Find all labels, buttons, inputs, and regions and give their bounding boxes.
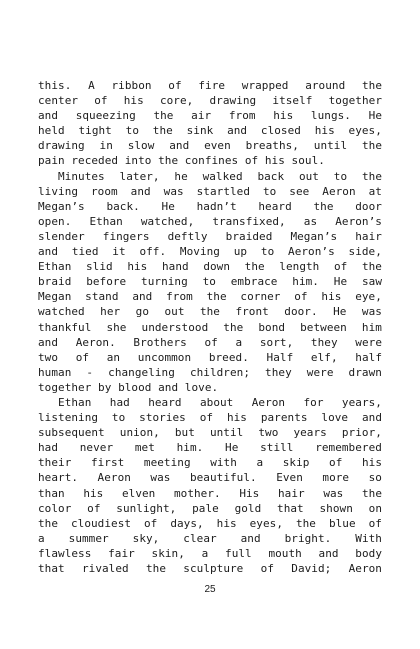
text-line: pain receded into the confines of his soul. bbox=[38, 154, 325, 168]
text-line: and squeezing the air from his lungs. He bbox=[38, 109, 382, 123]
text-line: than his elven mother. His hair was the bbox=[38, 486, 382, 500]
text-line: that rivaled the sculpture of David; Aeron bbox=[38, 562, 382, 575]
text-line: living room and was startled to see Aeron at bbox=[38, 184, 382, 198]
text-line: and Aeron. Brothers of a sort, they were bbox=[38, 335, 382, 349]
page-number: 25 bbox=[204, 584, 216, 595]
text-line: Ethan had heard about Aeron for years, bbox=[38, 395, 382, 409]
text-line: drawing in slow and even breaths, until the bbox=[38, 139, 382, 153]
text-line: open. Ethan watched, transfixed, as Aeron’s bbox=[38, 214, 382, 228]
text-line: this. A ribbon of fire wrapped around the bbox=[38, 79, 382, 92]
text-line: watched her go out the front door. He was bbox=[38, 305, 382, 319]
text-line: and tied it off. Moving up to Aeron’s side, bbox=[38, 245, 382, 259]
text-line: listening to stories of his parents love and bbox=[38, 411, 382, 425]
text-line: the cloudiest of days, his eyes, the blue of bbox=[38, 516, 382, 530]
text-line: flawless fair skin, a full mouth and body bbox=[38, 546, 382, 560]
text-line: Megan’s back. He hadn’t heard the door bbox=[38, 199, 382, 213]
text-line: thankful she understood the bond between him bbox=[38, 320, 382, 334]
text-line: Megan stand and from the corner of his eye, bbox=[38, 290, 382, 304]
text-line: had never met him. He still remembered bbox=[38, 441, 382, 455]
text-line: slender fingers deftly braided Megan’s hair bbox=[38, 229, 382, 243]
text-line: Minutes later, he walked back out to the bbox=[38, 169, 382, 183]
text-line: color of sunlight, pale gold that shown on bbox=[38, 501, 382, 515]
text-line: heart. Aeron was beautiful. Even more so bbox=[38, 471, 382, 485]
text-line: braid before turning to embrace him. He saw bbox=[38, 275, 382, 289]
text-line: together by blood and love. bbox=[38, 380, 219, 394]
text-line: two of an uncommon breed. Half elf, half bbox=[38, 350, 382, 364]
text-line: Ethan slid his hand down the length of the bbox=[38, 260, 382, 274]
text-line: center of his core, drawing itself together bbox=[38, 94, 382, 108]
body-text bbox=[38, 78, 382, 576]
text-line: their first meeting with a skip of his bbox=[38, 456, 382, 470]
text-line: subsequent union, but until two years prior, bbox=[38, 426, 382, 440]
text-line: held tight to the sink and closed his eyes, bbox=[38, 124, 382, 138]
text-line: human - changeling children; they were drawn bbox=[38, 365, 382, 379]
text-line: a summer sky, clear and bright. With bbox=[38, 531, 382, 545]
